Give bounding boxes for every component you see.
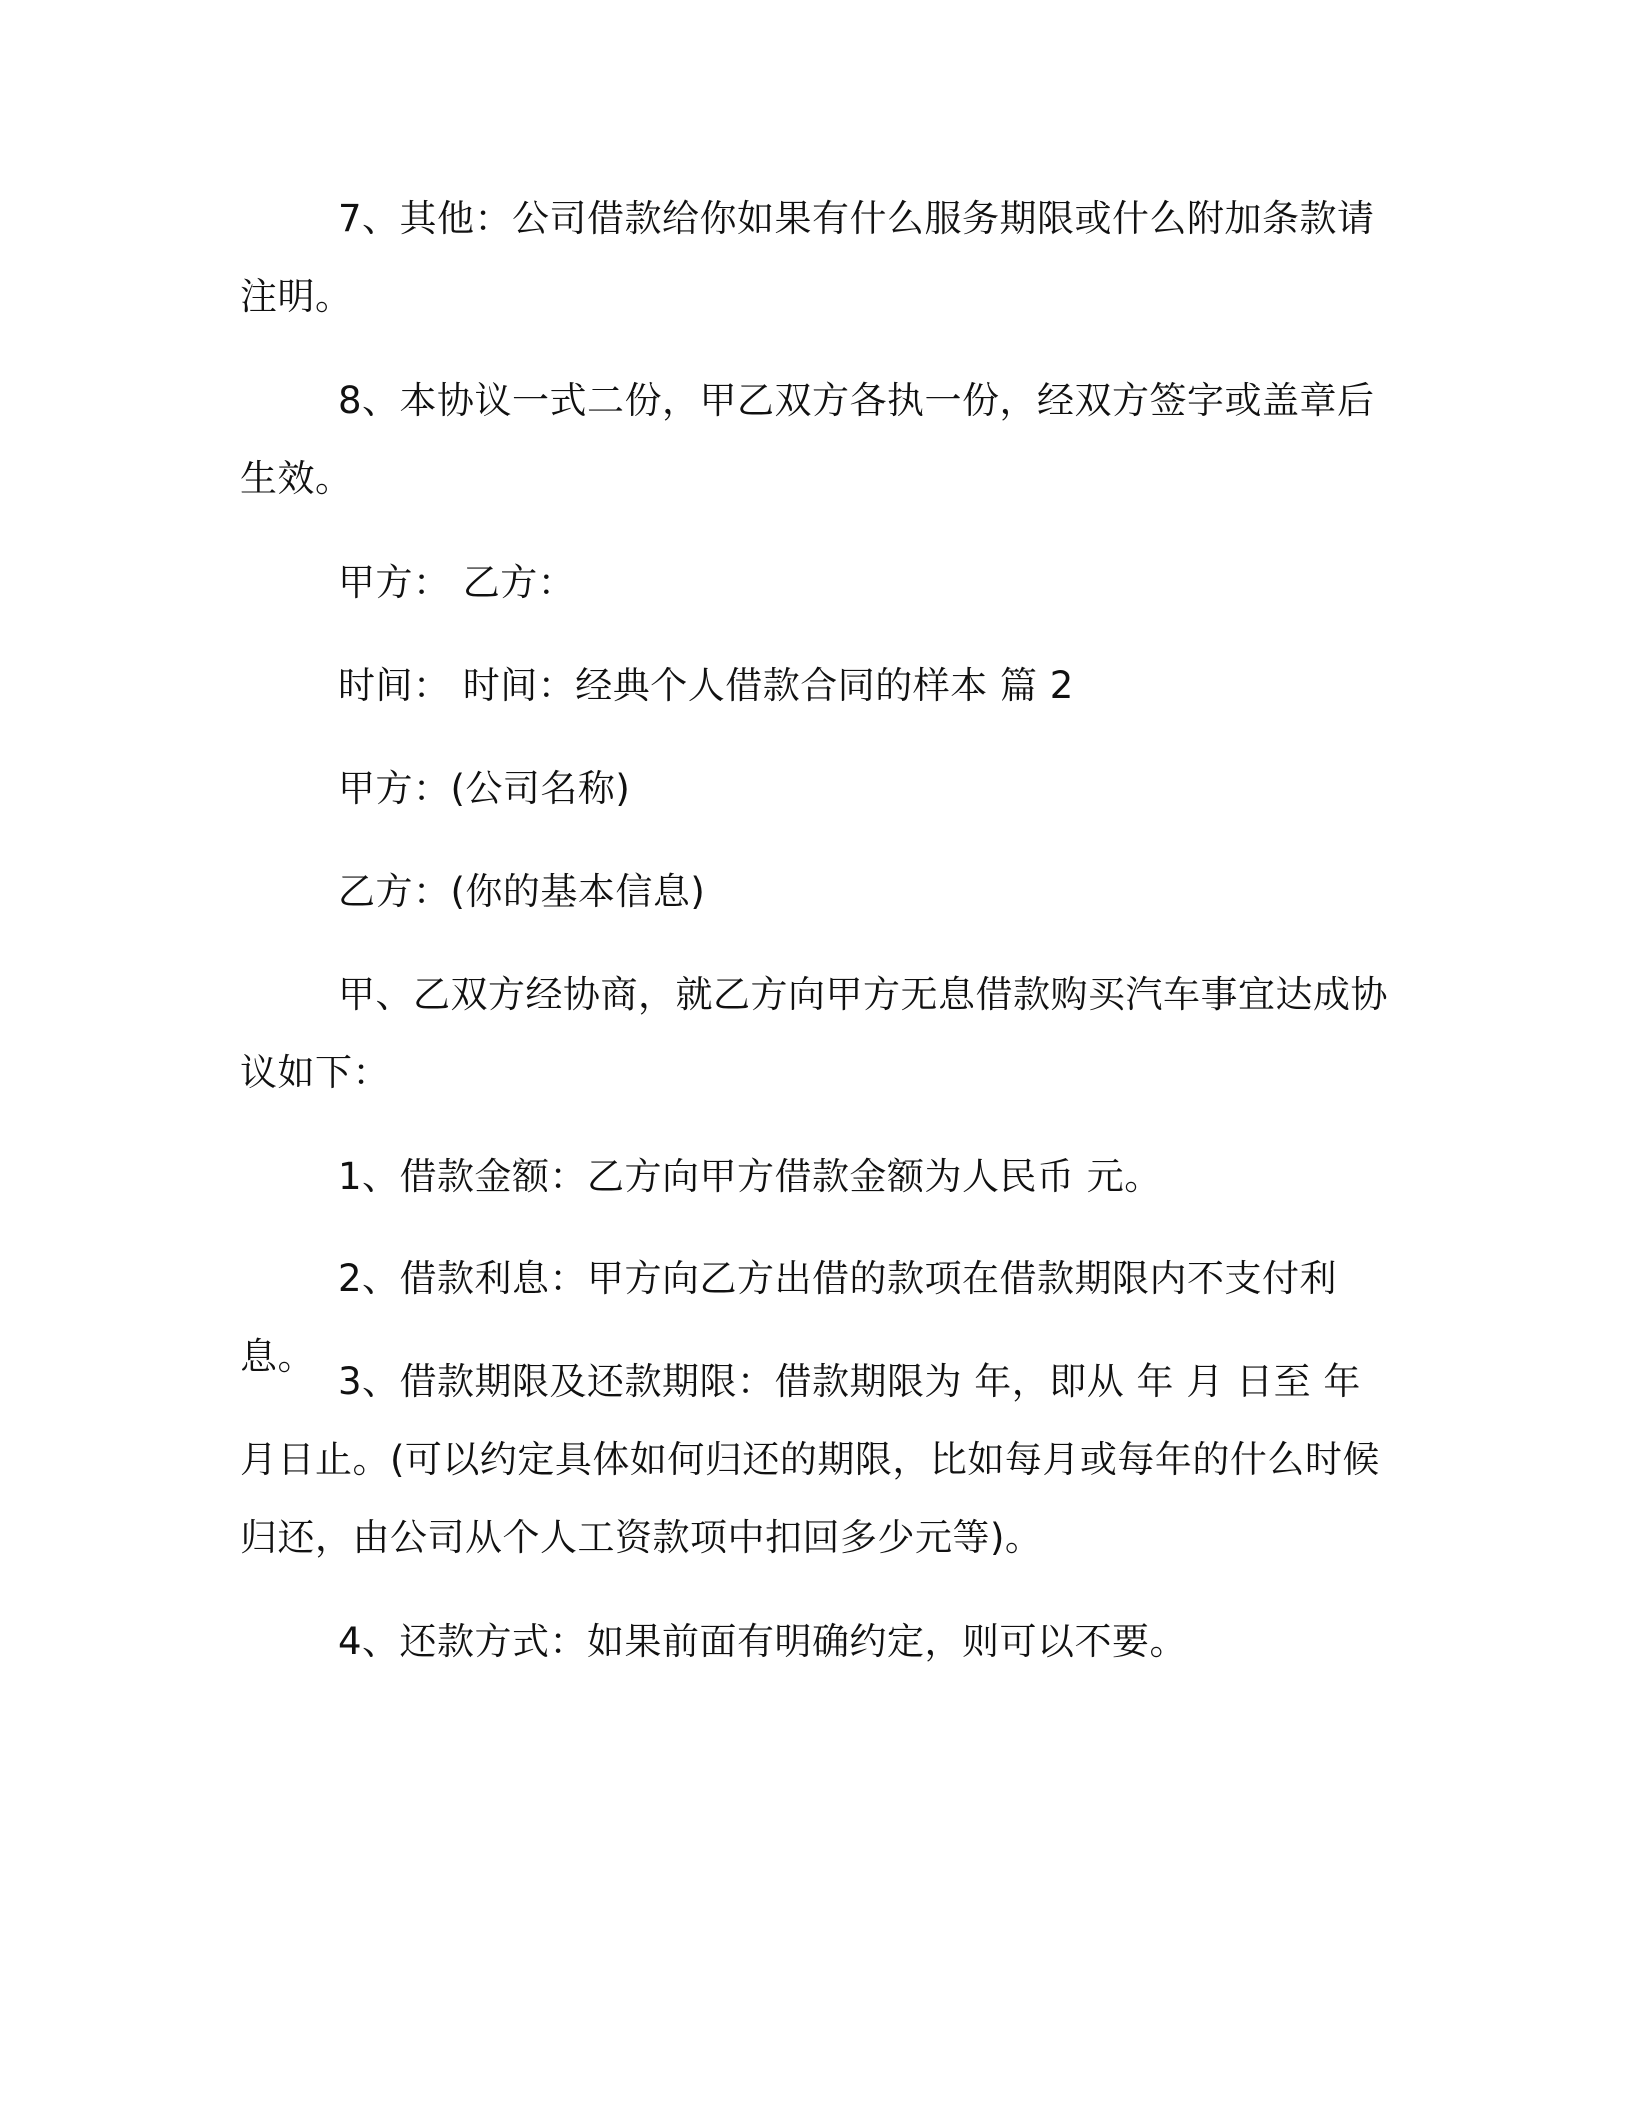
clause-2-loan-interest: 2、借款利息：甲方向乙方出借的款项在借款期限内不支付利息。 [240,1257,1338,1378]
clause-3-loan-term: 3、借款期限及还款期限：借款期限为 年，即从 年 月 日至 年 月日止。(可以约定具体如何归还的期限，比如每月或每年的什么时候归还，由公司从个人工资款项中扣回多少元等)。 [240,1360,1380,1559]
party-b-line: 乙方：(你的基本信息) [338,870,706,913]
clause-8-copies-effective: 8、本协议一式二份，甲乙双方各执一份，经双方签字或盖章后生效。 [240,379,1375,500]
clause-1-loan-amount: 1、借款金额：乙方向甲方借款金额为人民币 元。 [338,1155,1162,1198]
signature-date-line: 时间： 时间：经典个人借款合同的样本 篇 2 [338,664,1074,707]
party-a-line: 甲方：(公司名称) [338,767,631,810]
clause-7-other-terms: 7、其他：公司借款给你如果有什么服务期限或什么附加条款请注明。 [240,197,1375,318]
agreement-preamble: 甲、乙双方经协商，就乙方向甲方无息借款购买汽车事宜达成协议如下： [240,973,1388,1094]
signature-parties-line: 甲方： 乙方： [338,561,576,604]
clause-4-repayment-method: 4、还款方式：如果前面有明确约定，则可以不要。 [338,1620,1188,1663]
